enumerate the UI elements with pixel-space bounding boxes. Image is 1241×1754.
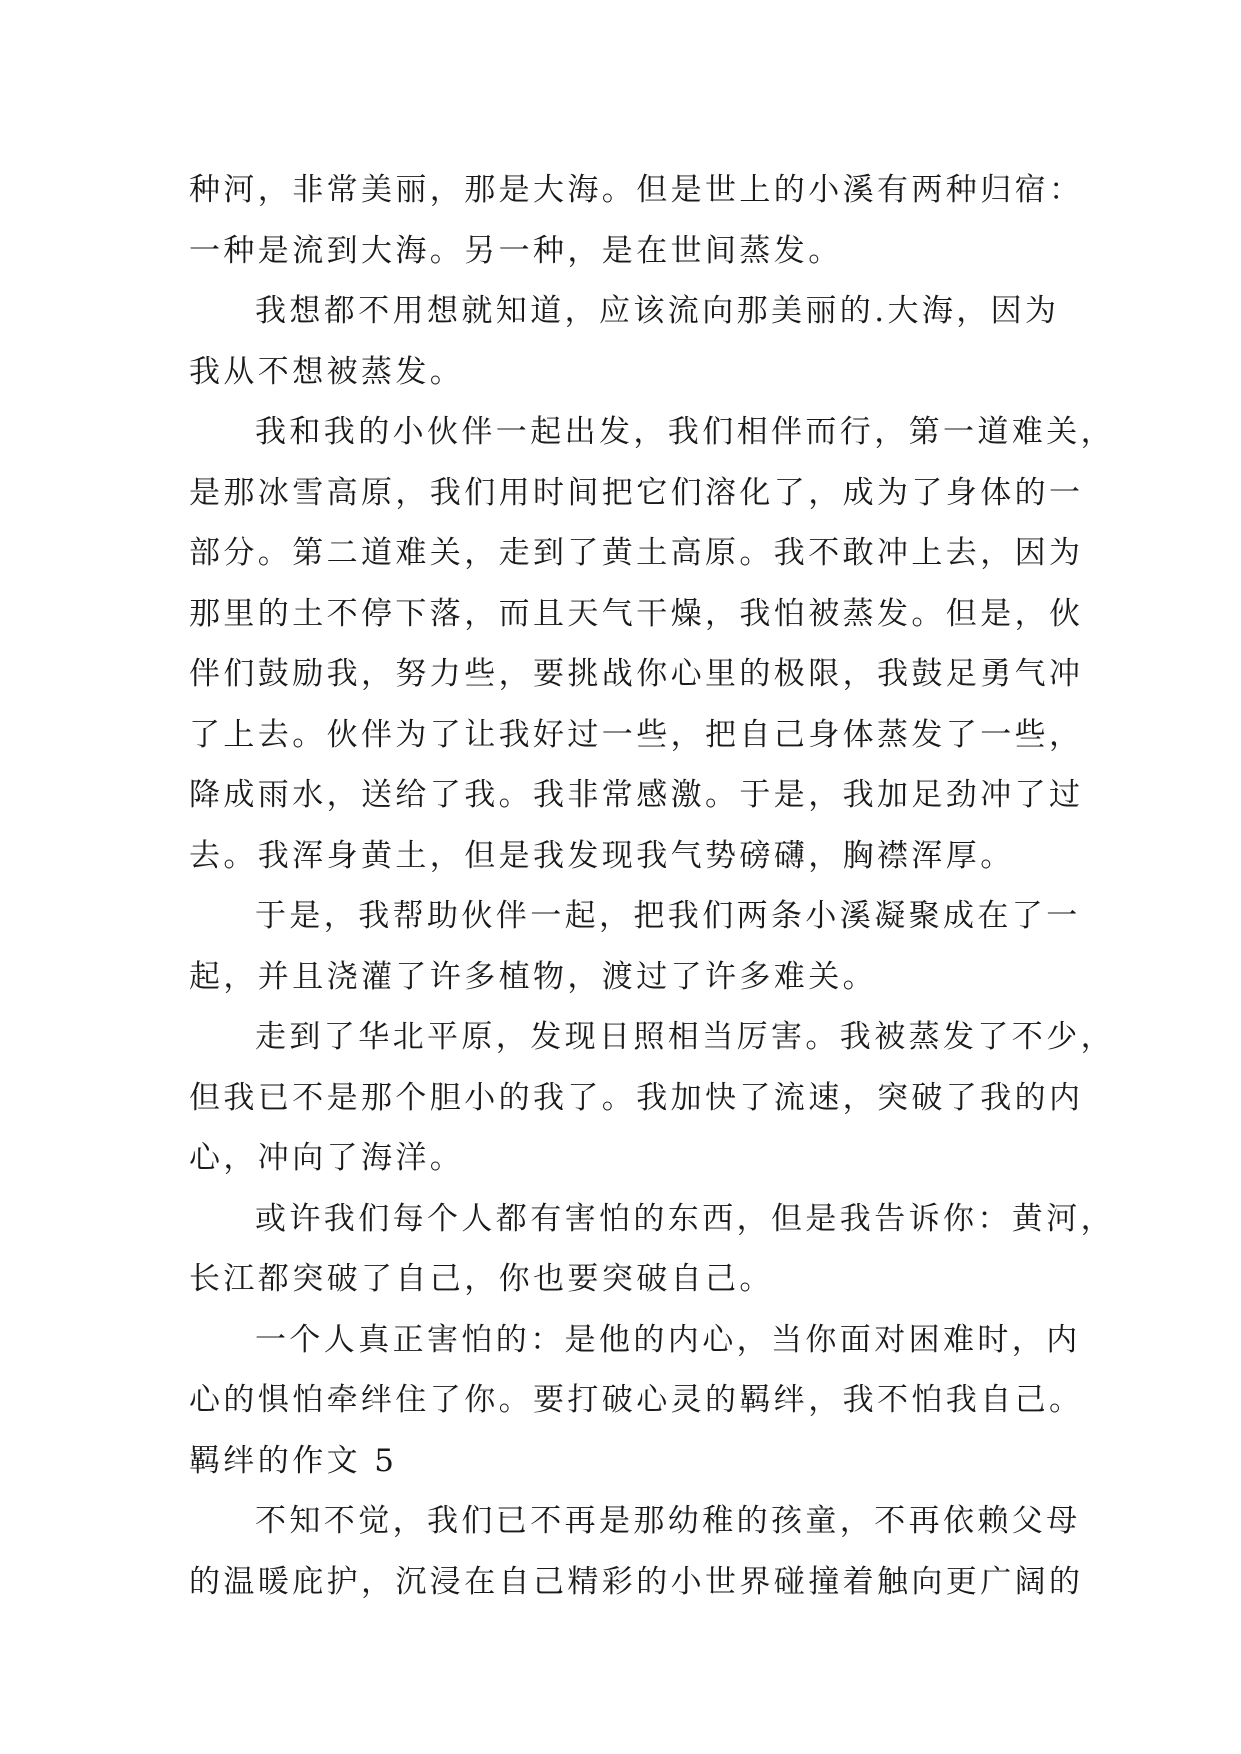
- text-line: 部分。第二道难关，走到了黄土高原。我不敢冲上去，因为: [189, 535, 1084, 571]
- text-line: 伴们鼓励我，努力些，要挑战你心里的极限，我鼓足勇气冲: [189, 656, 1084, 692]
- text-line: 一种是流到大海。另一种，是在世间蒸发。: [189, 232, 843, 269]
- text-line: 长江都突破了自己，你也要突破自己。: [189, 1261, 774, 1297]
- text-line: 那里的土不停下落，而且天气干燥，我怕被蒸发。但是，伙: [189, 595, 1084, 632]
- paragraph-start-line: 我想都不用想就知道，应该流向那美丽的.大海，因为: [255, 293, 1060, 329]
- paragraph-start-line: 或许我们每个人都有害怕的东西，但是我告诉你：黄河，: [255, 1200, 1115, 1237]
- text-line: 降成雨水，送给了我。我非常感激。于是，我加足劲冲了过: [189, 777, 1084, 813]
- text-line: 心，冲向了海洋。: [189, 1140, 465, 1176]
- paragraph-start-line: 于是，我帮助伙伴一起，把我们两条小溪凝聚成在了一: [255, 898, 1081, 934]
- paragraph-start-line: 我和我的小伙伴一起出发，我们相伴而行，第一道难关，: [255, 414, 1115, 450]
- paragraph-start-line: 不知不觉，我们已不再是那幼稚的孩童，不再依赖父母: [255, 1503, 1081, 1539]
- section-heading: 羁绊的作文 5: [189, 1442, 398, 1479]
- text-line: 但我已不是那个胆小的我了。我加快了流速，突破了我的内: [189, 1079, 1084, 1116]
- text-line: 我从不想被蒸发。: [189, 353, 465, 390]
- document-page: [189, 160, 1115, 1612]
- text-line: 是那冰雪高原，我们用时间把它们溶化了，成为了身体的一: [189, 474, 1084, 511]
- paragraph-start-line: 走到了华北平原，发现日照相当厉害。我被蒸发了不少，: [255, 1019, 1115, 1055]
- text-line: 心的惧怕牵绊住了你。要打破心灵的羁绊，我不怕我自己。: [189, 1382, 1084, 1418]
- paragraph-start-line: 一个人真正害怕的：是他的内心，当你面对困难时，内: [255, 1321, 1081, 1358]
- text-line: 了上去。伙伴为了让我好过一些，把自己身体蒸发了一些，: [189, 716, 1084, 753]
- text-line: 的温暖庇护，沉浸在自己精彩的小世界碰撞着触向更广阔的: [189, 1563, 1084, 1600]
- text-line: 去。我浑身黄土，但是我发现我气势磅礴，胸襟浑厚。: [189, 837, 1015, 874]
- text-line: 种河，非常美丽，那是大海。但是世上的小溪有两种归宿：: [189, 172, 1084, 208]
- text-line: 起，并且浇灌了许多植物，渡过了许多难关。: [189, 958, 877, 995]
